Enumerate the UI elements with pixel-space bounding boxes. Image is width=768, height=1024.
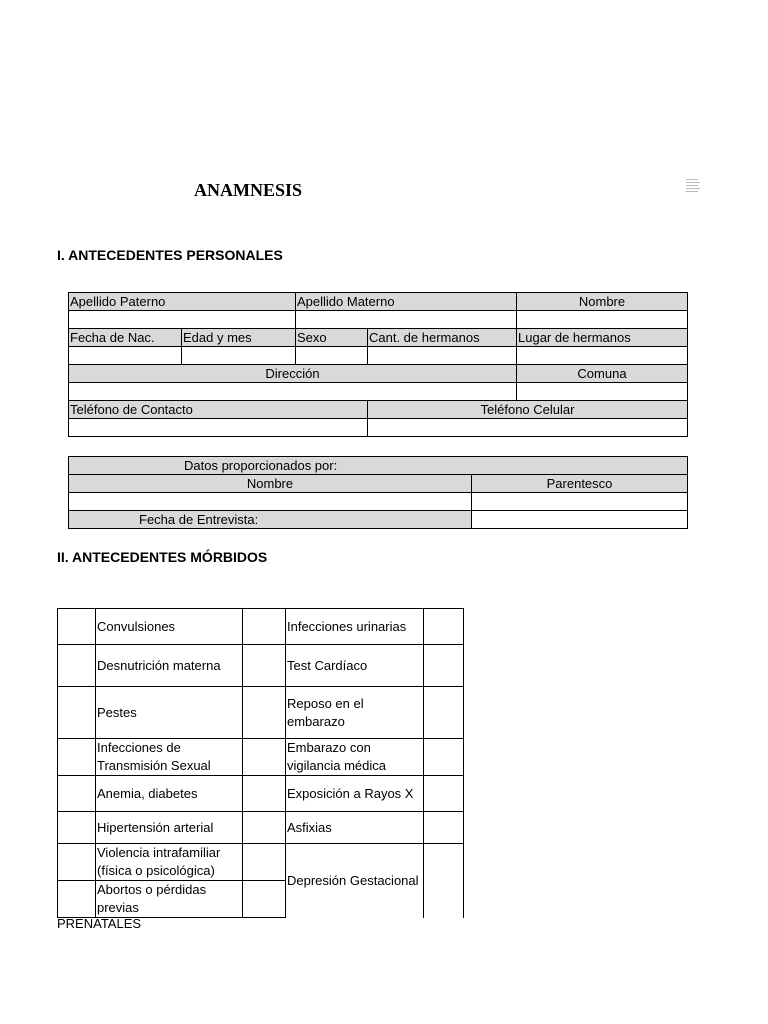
check-cell[interactable] [243, 687, 286, 739]
check-cell[interactable] [243, 739, 286, 776]
field-parentesco[interactable] [472, 493, 688, 511]
label-direccion: Dirección [69, 365, 517, 383]
morbid-item-left: Pestes [96, 687, 243, 739]
label-lugar-hermanos: Lugar de hermanos [517, 329, 688, 347]
morbid-item-left: Infecciones de Transmisión Sexual [96, 739, 243, 776]
check-cell[interactable] [58, 609, 96, 645]
field-apellido-materno[interactable] [296, 311, 517, 329]
label-datos-proporcionados: Datos proporcionados por: [69, 457, 688, 475]
check-cell[interactable] [424, 739, 464, 776]
morbid-item-left: Hipertensión arterial [96, 812, 243, 844]
field-apellido-paterno[interactable] [69, 311, 296, 329]
field-fecha-entrevista[interactable] [472, 511, 688, 529]
check-cell[interactable] [58, 739, 96, 776]
field-nombre[interactable] [517, 311, 688, 329]
check-cell[interactable] [243, 812, 286, 844]
section-heading-personal: I. ANTECEDENTES PERSONALES [57, 247, 283, 263]
morbid-item-right: Depresión Gestacional [286, 844, 424, 918]
morbid-item-right: Exposición a Rayos X [286, 776, 424, 812]
check-cell[interactable] [243, 645, 286, 687]
label-parentesco: Parentesco [472, 475, 688, 493]
personal-data-table [68, 292, 688, 437]
morbid-item-left: Abortos o pérdidas previas [96, 881, 243, 918]
field-lugar-hermanos[interactable] [517, 347, 688, 365]
field-edad-mes[interactable] [182, 347, 296, 365]
check-cell[interactable] [243, 881, 286, 918]
check-cell[interactable] [243, 776, 286, 812]
document-title: ANAMNESIS [194, 180, 303, 200]
label-informant-nombre: Nombre [69, 475, 472, 493]
morbid-item-left: Desnutrición materna [96, 645, 243, 687]
field-comuna[interactable] [517, 383, 688, 401]
morbid-item-right: Embarazo con vigilancia médica [286, 739, 424, 776]
field-informant-nombre[interactable] [69, 493, 472, 511]
morbid-item-right: Test Cardíaco [286, 645, 424, 687]
check-cell[interactable] [243, 844, 286, 881]
field-telefono-celular[interactable] [368, 419, 688, 437]
check-cell[interactable] [58, 844, 96, 881]
check-cell[interactable] [243, 609, 286, 645]
check-cell[interactable] [424, 776, 464, 812]
morbid-history-table [57, 608, 464, 918]
label-apellido-paterno: Apellido Paterno [69, 293, 296, 311]
morbid-item-left: Violencia intrafamiliar (física o psicológica) [96, 844, 243, 881]
label-comuna: Comuna [517, 365, 688, 383]
morbid-item-left: Convulsiones [96, 609, 243, 645]
check-cell[interactable] [424, 609, 464, 645]
prenatales-label: PRENATALES [57, 916, 142, 931]
check-cell[interactable] [58, 776, 96, 812]
document-icon [686, 178, 700, 199]
field-fecha-nac[interactable] [69, 347, 182, 365]
label-telefono-contacto: Teléfono de Contacto [69, 401, 368, 419]
field-telefono-contacto[interactable] [69, 419, 368, 437]
morbid-item-left: Anemia, diabetes [96, 776, 243, 812]
check-cell[interactable] [58, 881, 96, 918]
check-cell[interactable] [424, 812, 464, 844]
check-cell[interactable] [424, 645, 464, 687]
check-cell[interactable] [58, 645, 96, 687]
check-cell[interactable] [424, 844, 464, 918]
morbid-item-right: Reposo en el embarazo [286, 687, 424, 739]
field-sexo[interactable] [296, 347, 368, 365]
check-cell[interactable] [58, 687, 96, 739]
field-cant-hermanos[interactable] [368, 347, 517, 365]
morbid-item-right: Asfixias [286, 812, 424, 844]
check-cell[interactable] [58, 812, 96, 844]
label-sexo: Sexo [296, 329, 368, 347]
check-cell[interactable] [424, 687, 464, 739]
label-telefono-celular: Teléfono Celular [368, 401, 688, 419]
label-fecha-nac: Fecha de Nac. [69, 329, 182, 347]
informant-table [68, 456, 688, 529]
label-cant-hermanos: Cant. de hermanos [368, 329, 517, 347]
label-nombre: Nombre [517, 293, 688, 311]
label-edad-mes: Edad y mes [182, 329, 296, 347]
label-fecha-entrevista: Fecha de Entrevista: [69, 511, 472, 529]
morbid-item-right: Infecciones urinarias [286, 609, 424, 645]
section-heading-morbid: II. ANTECEDENTES MÓRBIDOS [57, 549, 268, 565]
field-direccion[interactable] [69, 383, 517, 401]
label-apellido-materno: Apellido Materno [296, 293, 517, 311]
